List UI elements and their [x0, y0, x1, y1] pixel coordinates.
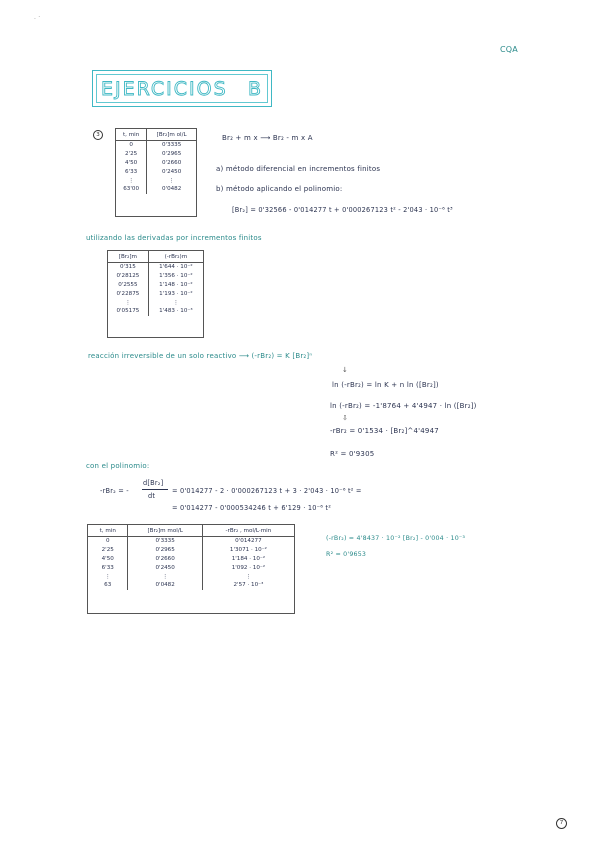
table-cell: 0'0482: [147, 185, 196, 194]
table-header-cell: (-rBr₂)m: [148, 251, 203, 263]
arrow-down-icon: ⇩: [342, 414, 348, 422]
data-table-1: [116, 129, 196, 194]
polynomial-equation: [Br₂] = 0'32566 - 0'014277 t + 0'000267123 t² - 2'043 · 10⁻⁶ t³: [232, 206, 453, 214]
table-cell: 1'148 · 10⁻²: [148, 281, 203, 290]
table-row: [116, 141, 196, 150]
table-cell: ⋮: [104, 573, 111, 580]
page-number: 7: [556, 818, 567, 829]
fraction-bar: [142, 489, 168, 490]
table-cell: 1'193 · 10⁻²: [148, 289, 203, 298]
table-cell: 0'2555: [118, 281, 138, 288]
table-row: [116, 185, 196, 194]
table-row: [88, 563, 294, 572]
table-cell: 0'2450: [147, 167, 196, 176]
table-row: [88, 537, 294, 546]
method-b-label: b) método aplicando el polinomio:: [216, 185, 343, 193]
table-header-cell: -rBr₂ , mol/L·min: [202, 525, 294, 537]
table-row: [116, 150, 196, 159]
table-row: [88, 555, 294, 564]
title-box: [92, 70, 272, 107]
table-cell: 0'014277: [202, 537, 294, 546]
table-cell: 1'644 · 10⁻²: [148, 263, 203, 272]
table-cell: 0'22875: [116, 290, 140, 297]
table-cell: 63: [104, 582, 112, 589]
table-cell: 6'33: [125, 168, 138, 175]
table-cell: ⋮: [147, 176, 196, 185]
table-cell: ⋮: [125, 299, 131, 306]
reaction-equation: Br₂ + m x ⟶ Br₂ - m x A: [222, 134, 313, 142]
derivative-expanded: = 0'014277 - 0'000534246 t + 6'129 · 10⁻⁶ t²: [172, 504, 332, 512]
problem-number: 3: [93, 130, 103, 140]
table-cell: 1'483 · 10⁻³: [148, 307, 203, 316]
data-table-2: [108, 251, 203, 316]
section-a-title: utilizando las derivadas por incrementos finitos: [86, 234, 262, 242]
table-row: [108, 272, 203, 281]
table-cell: 0'2965: [147, 150, 196, 159]
polynomial-section-label: con el polinomio:: [86, 462, 150, 470]
ln-equation-1: ln (-rBr₂) = ln K + n ln ([Br₂]): [332, 381, 439, 389]
table-cell: 2'25: [101, 547, 114, 554]
derivative-lhs: -rBr₂ = -: [100, 487, 129, 495]
table-cell: 1'356 · 10⁻²: [148, 272, 203, 281]
table-row: [108, 307, 203, 316]
table-cell: 6'33: [101, 564, 114, 571]
table-row: [116, 159, 196, 168]
poly-fit-equation: (-rBr₂) = 4'8437 · 10⁻² [Br₂] - 0'004 · 10⁻³: [326, 535, 466, 542]
table-cell: 1'092 · 10⁻²: [202, 563, 294, 572]
table-cell: 4'50: [125, 159, 138, 166]
derivative-rhs: = 0'014277 - 2 · 0'000267123 t + 3 · 2'043 · 10⁻⁶ t² =: [172, 487, 362, 495]
table-cell: 2'25: [125, 151, 138, 158]
ln-equation-2: ln (-rBr₂) = -1'8764 + 4'4947 · ln ([Br₂]): [330, 402, 477, 410]
table-header-cell: [Br₂]m: [108, 251, 148, 263]
table-row: [116, 167, 196, 176]
table-cell: 0: [105, 538, 110, 545]
table-cell: 0'05175: [116, 308, 140, 315]
table-cell: 0'3335: [147, 141, 196, 150]
header-initials: CQA: [500, 45, 518, 54]
arrow-down-icon: ↓: [342, 366, 348, 374]
table-cell: ⋮: [202, 572, 294, 581]
rate-law-result: -rBr₂ = 0'1534 · [Br₂]^4'4947: [330, 427, 439, 435]
table-cell: ⋮: [148, 298, 203, 307]
table-row: [108, 298, 203, 307]
table-cell: ⋮: [128, 177, 134, 184]
poly-fit-r2: R² = 0'9653: [326, 551, 367, 558]
table-header-cell: t, min: [116, 129, 147, 141]
table-cell: 0'2660: [147, 159, 196, 168]
table-row: [108, 263, 203, 272]
table-header-cell: t, min: [88, 525, 128, 537]
table-row: [108, 289, 203, 298]
table-cell: 0'2660: [128, 555, 202, 564]
table-cell: 2'57 · 10⁻³: [202, 581, 294, 590]
derivative-fraction-numerator: d[Br₂]: [143, 479, 164, 487]
table-row: [88, 581, 294, 590]
table-header-cell: [Br₂]m mol/L: [128, 525, 202, 537]
derivative-fraction-denominator: dt: [148, 492, 156, 500]
rate-law-intro: reacción irreversible de un solo reactivo ⟶ (-rBr₂) = K [Br₂]ⁿ: [88, 352, 313, 360]
table-header-cell: [Br₂]m ol/L: [147, 129, 196, 141]
method-a-label: a) método diferencial en incrementos finitos: [216, 165, 381, 173]
table-cell: 1'184 · 10⁻²: [202, 555, 294, 564]
table-row: [88, 572, 294, 581]
table-cell: 1'3071 · 10⁻²: [202, 546, 294, 555]
table-cell: 0'0482: [128, 581, 202, 590]
table-cell: 0'3335: [128, 537, 202, 546]
table-header-row: [108, 251, 203, 263]
table-cell: 0'28125: [116, 273, 140, 280]
table-header-row: [116, 129, 196, 141]
table-row: [88, 546, 294, 555]
rate-law-r2: R² = 0'9305: [330, 450, 375, 458]
data-table-3: [88, 525, 294, 590]
table-row: [108, 281, 203, 290]
page-title: EJERCICIOS: [101, 78, 228, 100]
table-cell: 0'2965: [128, 546, 202, 555]
table-cell: 0'315: [120, 264, 136, 271]
table-cell: 0: [129, 142, 133, 149]
table-row: [116, 176, 196, 185]
table-cell: 4'50: [101, 555, 114, 562]
page-title-letter: B: [248, 78, 262, 100]
table-cell: ⋮: [128, 572, 202, 581]
corner-dots: . ·: [34, 14, 41, 21]
table-cell: 0'2450: [128, 563, 202, 572]
table-cell: 63'00: [123, 186, 140, 193]
table-header-row: [88, 525, 294, 537]
